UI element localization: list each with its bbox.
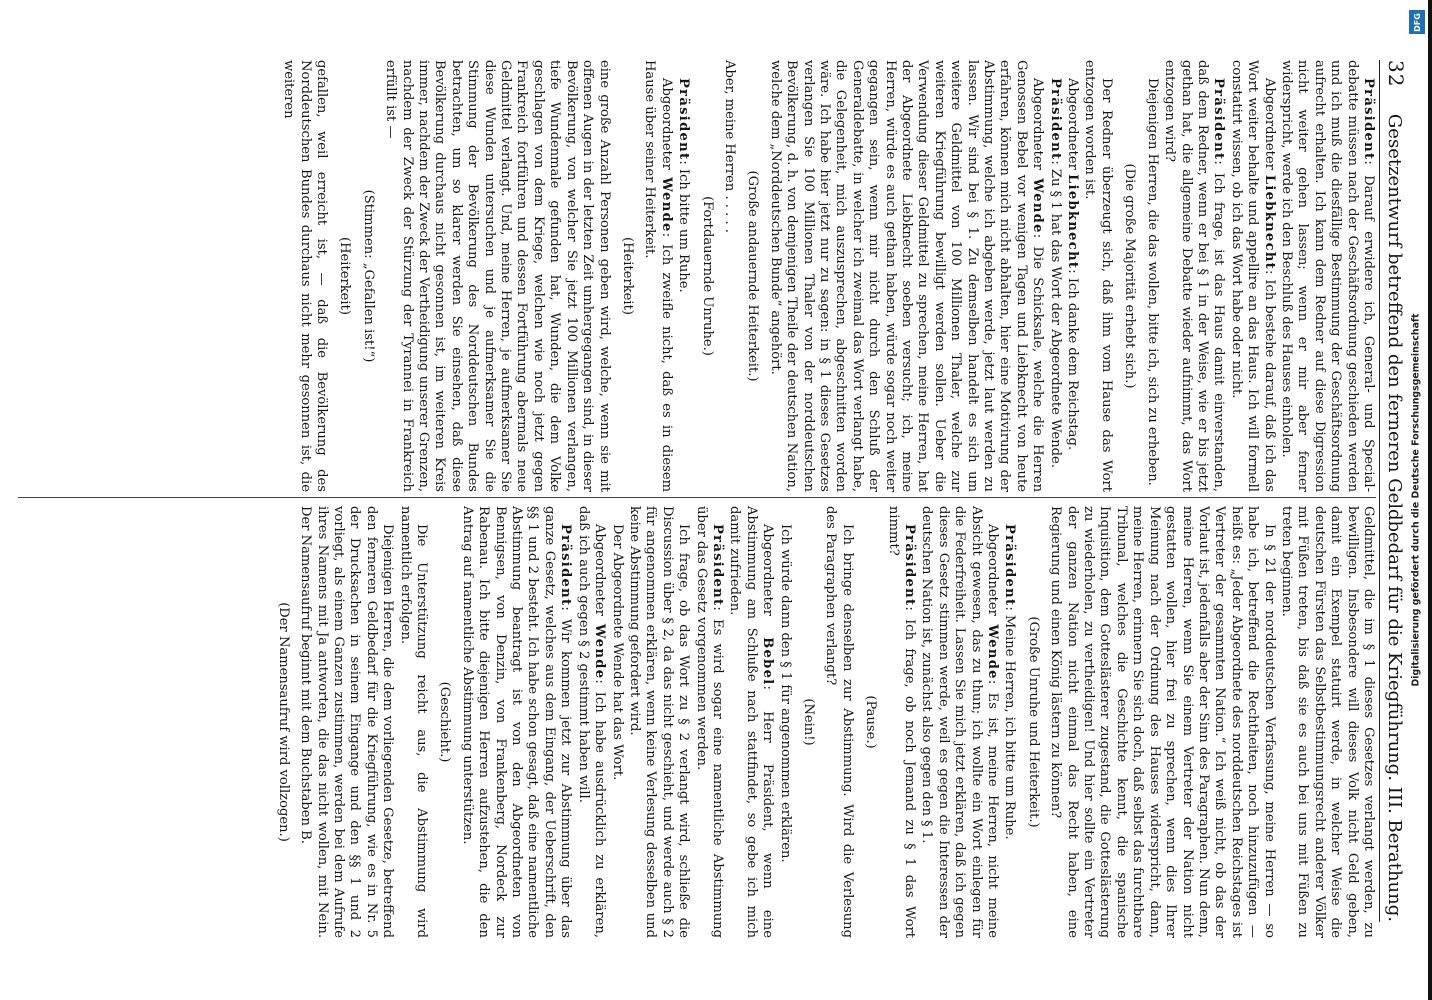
paragraph (822, 506, 855, 938)
running-title: Gesetzentwurf betreffend den ferneren Geldbedarf für die Kriegführung. III. Berathung. (1384, 113, 1405, 922)
speech-text: : Ich frage, ob noch Jemand zu § 1 das Wort nimmt? (885, 506, 918, 938)
speech-text: Ich würde dann den § 1 für angenommen erklären. (777, 524, 793, 863)
speaker-prefix: Abgeordneter (1261, 78, 1277, 175)
speaker-name: Präsident (1211, 78, 1227, 161)
paragraph: eine große Anzahl Personen geben wird, welche, wenn sie mit offenen Augen in der letzten Zeit umhergegangen sind, in dieser Bevölkerung, von welcher Sie jetzt 100 Millionen verlangen, tiefe Wundenmale gefunden hat, Wunden, die dem Volke geschlagen von dem Kriege, welchen wie noch jetzt gegen Frankreich fortführen und dessen Fortführung abermals neue Geldmittel verlangt. Und, meine Herren, je aufmerksamer Sie diese Wunden untersuchen und je aufmerksamer Sie die Stimmung der Bevölkerung des Norddeutschen Bundes betrachten, um so klarer werden Sie einsehen, daß diese Bevölkerung durchaus nicht gesonnen ist, im weiteren Kreis immer, nachdem der Zweck der Vertheidigung unserer Grenzen, nachdem der Zweck der Stürzung der Tyrannei in Frankreich erfüllt ist — (383, 60, 612, 492)
stage-direction: (Pause.) (863, 695, 879, 749)
speech-text: Die Unterstützung reicht aus, die Abstimmung wird namentlich erfolgen. (397, 506, 430, 938)
speech-text: Der Redner überzeugt sich, daß ihm vom Hause das Wort entzogen worden ist. (1082, 60, 1114, 492)
speaker-name: Präsident (1047, 78, 1063, 161)
speech-paragraph (1046, 60, 1062, 492)
speech-paragraph (1001, 506, 1017, 938)
paragraph (776, 506, 792, 938)
speech-paragraph (574, 506, 607, 938)
speaker-prefix: Abgeordneter (760, 524, 776, 638)
speech-paragraph (766, 60, 1045, 492)
speaker-prefix: Abgeordneter (658, 78, 674, 178)
speaker-name: Wende (985, 624, 1001, 680)
speech-text: : Es wird sogar eine namentliche Abstimmung über das Gesetz vorgenommen werden. (693, 506, 725, 938)
stage-direction: (Die große Majorität erhebt sich.) (1122, 163, 1138, 389)
paragraph: Aber, meine Herren . . . . . (721, 60, 737, 233)
stage-direction: (Fortdauernde Unruhe.) (699, 196, 715, 356)
stage-direction: (Große andauernde Heiterkeit.) (745, 170, 761, 382)
paragraph (297, 506, 395, 938)
speech-text: : Ich bestehe darauf, daß ich das Wort weiter behalte und appellire an das Haus. Ich will formell constatirt wissen, ob ich das Wort habe oder nicht. (1228, 60, 1277, 492)
speech-paragraph (675, 60, 691, 492)
left-column (10, 60, 1376, 492)
speaker-name: Wende (1030, 178, 1046, 234)
speech-text: : Meine Herren, ich bitte um Ruhe. (1002, 606, 1018, 840)
speaker-prefix: Abgeordneter (985, 524, 1001, 625)
page-number: 32 (1384, 60, 1408, 88)
speech-text: : Ich frage, ist das Haus damit einverstanden, daß dem Redner, wenn er bei § 1 in der Weise, wie er bis jetzt gethan hat, die allgemeine Debatte wieder aufnimmt, das Wort entzogen wird? (1162, 60, 1227, 492)
speech-text: Diejenigen Herren, die dem vorliegenden Gesetze, betreffend den ferneren Geldbedarf für die Kriegführung, wie es in Nr. 5 der Drucksachen in seinem Eingange und den §§ 1 und 2 vorliegt, als einem Ganzen zustimmen, werden bei dem Aufrufe ihres Namens mit Ja antworten, die das nicht wollen, mit Nein. Der Namensaufruf beginnt mit dem Buchstaben B. (298, 506, 396, 938)
stage-direction: (Geschieht.) (437, 681, 453, 763)
speech-paragraph (1278, 60, 1376, 492)
paragraph (396, 506, 429, 938)
speech-text: : Herr Präsident, wenn eine Abstimmung am Schluße nach stattfindet, so gebe ich mich damit zufrieden. (727, 506, 776, 938)
speech-text: : Wir kommen jetzt zur Abstimmung über das ganze Gesetz, welches aus dem Eingang, der Ueberschrift, den §§ 1 und 2 besteht. Ich habe schon gesagt, daß eine namentliche Abstimmung beantragt ist von den Abgeordneten von Bennigsen, von Denzin, von Frankenberg, Nordeck zur Rabenau. Ich bitte diejenigen Herren aufzustehen, die den Antrag auf namentliche Abstimmung unterstützen. (459, 506, 574, 938)
speaker-prefix: Abgeordneter (1030, 78, 1046, 179)
speech-text: Der Abgeordnete Wende hat das Wort. (609, 524, 625, 781)
speech-paragraph (884, 506, 917, 938)
scan-border (1428, 0, 1432, 1000)
speech-text: Diejenigen Herren, die das wollen, bitte ich, sich zu erheben. (1144, 78, 1160, 486)
right-column (10, 506, 1376, 938)
speech-text: : Ich zweifle nicht, daß es in diesem Hause über seiner Heiterkeit. (642, 60, 674, 492)
paragraph (1143, 60, 1159, 492)
speaker-name: Präsident (902, 524, 918, 607)
paragraph (1081, 60, 1114, 492)
speaker-name: Präsident (1361, 78, 1376, 161)
paragraph (626, 506, 692, 938)
paragraph (1047, 506, 1277, 938)
stage-direction: (Stimmen: „Gefallen ist!“) (360, 189, 376, 363)
speaker-name: Präsident (558, 524, 574, 607)
dfg-logo: DFG (1409, 10, 1425, 34)
paragraph (608, 506, 624, 938)
speech-paragraph (641, 60, 674, 492)
paragraph: gefallen, weil erreicht ist, — daß die Bevölkerung des Norddeutschen Bundes durchaus nicht mehr gesonnen ist, die weiteren (281, 60, 330, 492)
speech-paragraph (458, 506, 573, 938)
speaker-name: Präsident (676, 78, 692, 161)
stage-direction: (Nein!) (801, 698, 816, 746)
speaker-name: Präsident (1002, 524, 1018, 607)
speech-text: : Ich danke dem Reichstag. (1065, 269, 1081, 450)
speech-paragraph (692, 506, 725, 938)
stage-direction: (Der Namensaufruf wird vollzogen.) (275, 602, 291, 842)
speech-text: : Zu § 1 hat das Wort der Abgeordnete Wende. (1047, 160, 1063, 468)
speaker-name: Wende (592, 623, 608, 680)
speech-paragraph (1227, 60, 1276, 492)
speech-text: In § 21 der norddeutschen Verfassung, meine Herren — so habe ich, betreffend die Rechtheiten, noch hinzuzufügen — heißt es: „Jeder Abgeordnete des norddeutschen Reichstages ist Vertreter der gesammten Nation.“ Ich weiß nicht, ob das der Vorlaut ist, jedenfalls aber der Sinn des Paragraphen. Nun denn, meine Herren, wenn Sie einem Vertreter der Nation nicht gestatten wollen, hier frei zu sprechen, wenn dies Ihrer Meinung nach der Ordnung des Hauses widerspricht, dann, meine Herren, erinnern Sie sich doch, daß selbst das furchtbare Tribunal, welches die Geschichte kennt, die spanische Inquisition, dem Gotteslästerer zugestand, die Gotteslästerung zu wiederholen, zu vertheidigen! Und hier sollte ein Vertreter der ganzen Nation nicht einmal das Recht haben, eine Regierung und einen König lästern zu können? (1048, 506, 1277, 938)
digitization-credit: Digitalisierung gefördert durch die Deutsche Forschungsgemeinschaft (1410, 313, 1422, 687)
speaker-name: Wende (658, 177, 674, 233)
speech-paragraph (1064, 60, 1080, 492)
speech-text: : Die Schicksale, welche die Herren Genossen Bebel vor wenigen Tagen und Liebknecht von heute erfahren, können mich nicht abhalten, hier eine Motivirung der Abstimmung, welche ich abgeben werde, jetzt laut werden zu lassen. Wir sind bei § 1. Zu demselben handelt es sich um weitere Geldmittel von 100 Millionen Thaler, welche zur weiteren Kriegführung bewilligt werden sollen. Ueber die Verwendung dieser Geldmittel zu sprechen, meine Herren, hat der Abgeordnete Liebknecht soeben versucht; ich, meine Herren, würde es auch gethan haben, würde sogar noch weiter gegangen sein, wenn mir nicht durch den Schluß der Generaldebatte, in welcher ich zweimal das Wort verlangt habe, die Gelegenheit, mich auszusprechen, abgeschnitten worden wäre. Ich habe hier jetzt nur zu sagen: in § 1 dieses Gesetzes verlangen Sie 100 Millionen Thaler von der norddeutschen Bevölkerung, d. h. von demjenigen Theile der deutschen Nation, welche dem „Norddeutschen Bunde“ angehört. (767, 60, 1046, 492)
speech-paragraph (726, 506, 775, 938)
speaker-name: Liebknecht (1065, 174, 1081, 270)
speech-text: : Ich habe ausdrücklich zu erklären, daß ich auch gegen § 2 gestimmt haben will. (575, 506, 608, 938)
speaker-prefix: Abgeordneter (592, 524, 608, 624)
paragraph: Geldmittel, die im § 1 dieses Gesetzes verlangt werden, zu bewilligen. Insbesondere will dieses Volk nicht Geld geben, damit ein Exempel statuirt werde, in welcher Weise die deutschen Fürsten das Selbstbestimmungsrecht anderer Völker mit Füßen treten, bis daß sie es auch bei uns mit Füßen zu treten beginnen. (1278, 506, 1376, 938)
stage-direction: (Heiterkeit) (619, 237, 635, 315)
speech-text: : Es ist, meine Herren, nicht meine Absicht gewesen, das zu thun; ich wollte ein Wort einlegen für die Federfreiheit. Lassen Sie mich jetzt erklären, daß ich gegen dieses Gesetz stimmen werde, weil es gegen die Interessen der deutschen Nation ist, zunächst also gegen den § 1. (919, 506, 1001, 938)
speaker-name: Bebel (760, 637, 776, 686)
column-divider (18, 497, 1376, 498)
speech-text: Ich frage, ob das Wort zu § 2 verlangt wird, schließe die Discussion über § 2, da das nicht geschieht, und werde auch § 2 für angenommen erklären, wenn keine Verlesung desselben und keine Abstimmung gefordert wird. (626, 506, 692, 938)
speech-text: : Darauf erwidere ich, General- und Special-debatte müssen nach der Geschäftsordnung geschieden werden und ich muß die diesfällige Bestimmung der Geschäftsordnung aufrecht erhalten. Ich kann dem Redner auf diese Digression nicht weiter gehen lassen; wenn er mir aber ferner widerspricht, werde ich den Beschluß des Hauses einholen. (1278, 60, 1376, 492)
speaker-prefix: Abgeordneter (1065, 78, 1081, 175)
stage-direction: (Heiterkeit) (337, 237, 353, 315)
speech-paragraph (918, 506, 1000, 938)
speech-text: : Ich bitte um Ruhe. (676, 160, 692, 293)
speech-paragraph (1161, 60, 1227, 492)
speaker-name: Präsident (709, 524, 725, 607)
stage-direction: (Große Unruhe und Heiterkeit.) (1025, 616, 1041, 828)
speech-text: Ich bringe denselben zur Abstimmung. Wird die Verlesung des Paragraphen verlangt? (823, 506, 855, 938)
speaker-name: Liebknecht (1261, 174, 1277, 271)
